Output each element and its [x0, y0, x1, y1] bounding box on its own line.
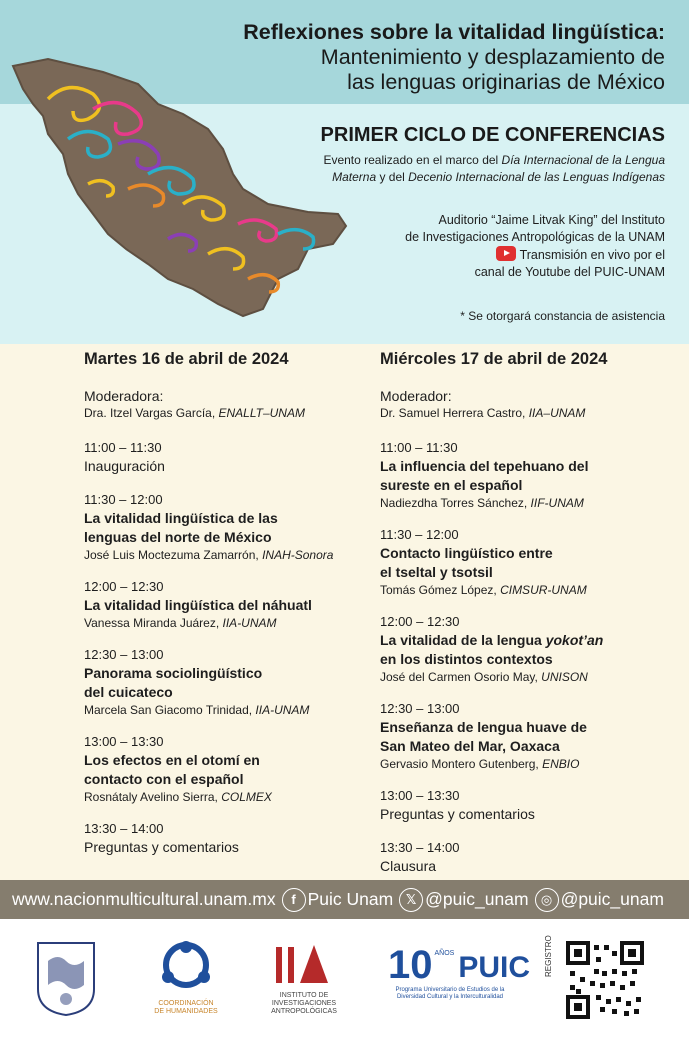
- unam-logo: [34, 939, 98, 1017]
- event-text-2c: Decenio Internacional de las Lenguas Indígenas: [408, 170, 665, 184]
- event-text-1a: Evento realizado en el marco del: [323, 153, 502, 167]
- title-line-1: Reflexiones sobre la vitalidad lingüística:: [243, 20, 665, 44]
- schedule-slot: 13:30 – 14:00 Clausura: [380, 840, 460, 874]
- day1-column: [84, 350, 374, 872]
- event-title: [243, 20, 665, 95]
- stream-line-2: canal de Youtube del PUIC-UNAM: [474, 265, 665, 279]
- event-context: [285, 152, 665, 186]
- puic-line-1: Programa Universitario de Estudios de la: [395, 987, 505, 993]
- schedule-slot: 11:00 – 11:30 Inauguración: [84, 440, 165, 474]
- schedule-slot: 13:00 – 13:30 Preguntas y comentarios: [380, 788, 535, 822]
- day2-moderator: Dr. Samuel Herrera Castro, IIA–UNAM: [380, 406, 586, 420]
- iia-logo: [266, 941, 342, 1016]
- puic-anos: AÑOS: [434, 950, 455, 957]
- stream-line-1: Transmisión en vivo por el: [519, 248, 665, 262]
- coord-line-1: COORDINACIÓN: [158, 1000, 214, 1007]
- instagram-icon: ◎: [535, 888, 559, 912]
- iia-line-1: INSTITUTO DE: [279, 992, 329, 999]
- schedule-slot: 12:30 – 13:00 Panorama sociolingüístico del cuicateco Marcela San Giacomo Trinidad, IIA-UNAM: [84, 647, 310, 717]
- website-link[interactable]: www.nacionmulticultural.unam.mx: [12, 889, 276, 909]
- cycle-heading: PRIMER CICLO DE CONFERENCIAS: [320, 124, 665, 146]
- instagram-link[interactable]: ◎ @puic_unam: [535, 888, 664, 912]
- coordinacion-emblem: [150, 939, 222, 995]
- qr-code[interactable]: [566, 941, 644, 1019]
- coord-line-2: DE HUMANIDADES: [154, 1008, 218, 1015]
- schedule-slot: 11:30 – 12:00 Contacto lingüístico entre el tseltal y tsotsil Tomás Gómez López, CIMSUR-UNAM: [380, 527, 587, 597]
- puic-number: 10: [388, 943, 433, 987]
- day1-moderator-label: Moderadora:: [84, 388, 164, 404]
- x-icon: 𝕏: [399, 888, 423, 912]
- iia-line-3: ANTROPOLÓGICAS: [271, 1008, 337, 1015]
- event-text-2b: y del: [376, 170, 409, 184]
- day2-date: Miércoles 17 de abril de 2024: [380, 350, 608, 368]
- iia-emblem: [266, 941, 342, 987]
- day1-date: Martes 16 de abril de 2024: [84, 350, 289, 368]
- coordinacion-humanidades-logo: [150, 939, 222, 1016]
- logos-strip: [0, 919, 689, 1037]
- schedule-slot: 11:30 – 12:00 La vitalidad lingüística de las lenguas del norte de México José Luis Moctezuma Zamarrón, INAH-Sonora: [84, 492, 334, 562]
- day1-moderator: Dra. Itzel Vargas García, ENALLT–UNAM: [84, 406, 305, 420]
- event-text-2a: Materna: [332, 170, 377, 184]
- youtube-icon: [496, 246, 516, 261]
- title-line-3: las lenguas originarias de México: [347, 70, 665, 94]
- iia-line-2: INVESTIGACIONES: [271, 1000, 337, 1007]
- day2-column: [380, 350, 680, 891]
- facebook-icon: f: [282, 888, 306, 912]
- venue-line-1: Auditorio “Jaime Litvak King” del Instituto: [438, 213, 665, 227]
- attendance-note: * Se otorgará constancia de asistencia: [460, 309, 665, 323]
- schedule-slot: 12:00 – 12:30 La vitalidad de la lengua yokot’an en los distintos contextos José del Carmen Osorio May, UNISON: [380, 614, 604, 684]
- x-link[interactable]: 𝕏 @puic_unam: [399, 888, 528, 912]
- puic-name: PUIC: [458, 951, 531, 984]
- venue-info: [365, 212, 665, 281]
- schedule-slot: 13:00 – 13:30 Los efectos en el otomí en contacto con el español Rosnátaly Avelino Sierra, COLMEX: [84, 734, 272, 804]
- puic-logo: [388, 943, 531, 1001]
- day2-moderator-label: Moderador:: [380, 388, 452, 404]
- title-line-2: Mantenimiento y desplazamiento de: [320, 45, 665, 69]
- venue-line-2: de Investigaciones Antropológicas de la UNAM: [405, 230, 665, 244]
- registro-label: REGISTRO: [544, 935, 553, 977]
- puic-line-2: Diversidad Cultural y la Interculturalidad: [396, 994, 504, 1000]
- schedule-slot: 12:30 – 13:00 Enseñanza de lengua huave de San Mateo del Mar, Oaxaca Gervasio Montero Gutenberg, ENBIO: [380, 701, 587, 771]
- schedule-slot: 13:30 – 14:00 Preguntas y comentarios: [84, 821, 239, 855]
- schedule-slot: 11:00 – 11:30 La influencia del tepehuano del sureste en el español Nadiezdha Torres Sánchez, IIF-UNAM: [380, 440, 589, 510]
- event-text-1b: Día Internacional de la Lengua: [501, 153, 665, 167]
- social-footer: [0, 880, 689, 919]
- schedule-slot: 12:00 – 12:30 La vitalidad lingüística del náhuatl Vanessa Miranda Juárez, IIA-UNAM: [84, 579, 312, 630]
- facebook-link[interactable]: f Puic Unam: [282, 888, 394, 912]
